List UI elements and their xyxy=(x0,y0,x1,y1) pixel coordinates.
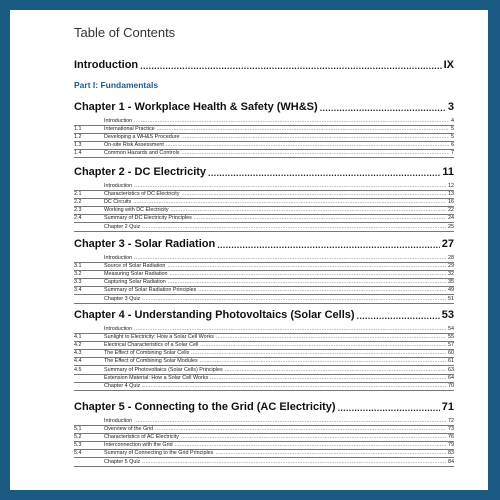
dot-leader xyxy=(182,134,449,141)
dot-leader xyxy=(133,199,446,206)
chapter-title: Chapter 3 - Solar Radiation xyxy=(74,238,216,250)
section-number: 2.3 xyxy=(74,207,82,214)
section-label: Capturing Solar Radiation xyxy=(104,279,166,286)
dot-leader xyxy=(166,142,449,149)
entry-page: IX xyxy=(443,59,454,71)
section-page: 22 xyxy=(448,207,454,214)
dot-leader xyxy=(142,296,446,303)
chapter-heading[interactable] xyxy=(74,237,454,251)
dot-leader xyxy=(182,191,447,198)
toc-entry-introduction[interactable] xyxy=(74,58,454,72)
dot-leader xyxy=(134,326,446,333)
section-label: Summary of DC Electricity Principles xyxy=(104,215,192,222)
section-label: Common Hazards and Controls xyxy=(104,150,180,157)
section-page: 49 xyxy=(448,287,454,294)
section-number: 3.1 xyxy=(74,263,82,270)
section-page: 7 xyxy=(451,150,454,157)
section-page: 57 xyxy=(448,342,454,349)
section-label: Sunlight to Electricity: How a Solar Cell Works xyxy=(104,334,214,341)
section-page: 29 xyxy=(448,263,454,270)
section-page: 16 xyxy=(448,199,454,206)
section-page: 76 xyxy=(448,434,454,441)
toc-subentry[interactable] xyxy=(74,458,454,467)
toc-subentry[interactable] xyxy=(74,382,454,391)
section-page: 63 xyxy=(448,366,454,373)
section-label: Electrical Characteristics of a Solar Cell xyxy=(104,342,199,349)
dot-leader xyxy=(208,168,440,179)
chapter-page: 11 xyxy=(442,166,454,178)
dot-leader xyxy=(142,224,446,231)
dot-leader xyxy=(167,263,446,270)
dot-leader xyxy=(338,403,440,414)
dot-leader xyxy=(134,418,446,425)
section-page: 84 xyxy=(448,458,454,465)
chapter-page: 3 xyxy=(447,101,454,113)
section-label: Measuring Solar Radiation xyxy=(104,271,168,278)
chapter-heading[interactable] xyxy=(74,308,454,322)
part-heading: Part I: Fundamentals xyxy=(74,80,159,90)
section-number: 2.4 xyxy=(74,215,82,222)
chapter-title: Chapter 4 - Understanding Photovoltaics (Solar Cells) xyxy=(74,309,355,321)
section-label: Interconnection with the Grid xyxy=(104,442,173,449)
section-label: Introduction xyxy=(104,255,133,261)
section-page: 5 xyxy=(451,126,454,133)
section-number: 2.2 xyxy=(74,199,82,206)
toc-subentry[interactable] xyxy=(74,223,454,232)
dot-leader xyxy=(175,442,446,449)
section-page: 70 xyxy=(448,382,454,389)
document-page xyxy=(10,10,488,490)
section-number: 1.2 xyxy=(74,134,82,141)
section-label: Working with DC Electricity xyxy=(104,207,169,214)
section-page: 51 xyxy=(448,295,454,302)
dot-leader xyxy=(200,358,446,365)
section-label: Introduction xyxy=(104,118,133,124)
section-label: DC Circuits xyxy=(104,199,132,206)
section-number: 1.3 xyxy=(74,142,82,149)
dot-leader xyxy=(142,383,446,390)
dot-leader xyxy=(194,215,446,222)
section-page: 64 xyxy=(448,374,454,381)
section-number: 3.4 xyxy=(74,287,82,294)
dot-leader xyxy=(168,279,446,286)
dot-leader xyxy=(155,426,446,433)
section-number: 1.1 xyxy=(74,126,82,133)
section-page: 35 xyxy=(448,279,454,286)
dot-leader xyxy=(134,118,449,125)
section-label: Chapter 2 Quiz xyxy=(104,223,141,230)
section-label: Introduction xyxy=(104,183,133,189)
section-label: Summary of Solar Radiation Principles xyxy=(104,287,197,294)
dot-leader xyxy=(140,61,441,72)
section-label: Chapter 5 Quiz xyxy=(104,458,141,465)
dot-leader xyxy=(134,255,446,262)
dot-leader xyxy=(191,350,446,357)
section-page: 13 xyxy=(448,191,454,198)
section-label: The Effect of Combining Solar Cells xyxy=(104,350,190,357)
section-label: Summary of Photovoltaics (Solar Cells) Principles xyxy=(104,366,223,373)
chapter-heading[interactable] xyxy=(74,165,454,179)
section-number: 3.3 xyxy=(74,279,82,286)
section-number: 4.4 xyxy=(74,358,82,365)
section-page: 32 xyxy=(448,271,454,278)
section-number: 3.2 xyxy=(74,271,82,278)
section-label: Chapter 4 Quiz xyxy=(104,382,141,389)
section-label: On-site Risk Assessment xyxy=(104,142,164,149)
section-label: Source of Solar Radiation xyxy=(104,263,166,270)
section-number: 4.2 xyxy=(74,342,82,349)
section-number: 4.3 xyxy=(74,350,82,357)
section-number: 5.2 xyxy=(74,434,82,441)
section-page: 4 xyxy=(451,118,454,124)
section-page: 6 xyxy=(451,142,454,149)
section-number: 4.1 xyxy=(74,334,82,341)
section-number: 2.1 xyxy=(74,191,82,198)
section-label: Characteristics of DC Electricity xyxy=(104,191,180,198)
chapter-page: 53 xyxy=(441,309,454,321)
section-label: Chapter 3 Quiz xyxy=(104,295,141,302)
section-page: 79 xyxy=(448,442,454,449)
section-label: International Practice xyxy=(104,126,155,133)
section-page: 54 xyxy=(448,326,454,332)
dot-leader xyxy=(134,183,446,190)
section-label: Summary of Connecting to the Grid Principles xyxy=(104,450,214,457)
section-label: Characteristics of AC Electricity xyxy=(104,434,179,441)
section-label: Introduction xyxy=(104,326,133,332)
toc-subentry[interactable] xyxy=(74,295,454,304)
chapter-page: 27 xyxy=(441,238,454,250)
toc-subentry[interactable] xyxy=(74,149,454,158)
section-page: 60 xyxy=(448,350,454,357)
section-number: 5.1 xyxy=(74,426,82,433)
section-page: 61 xyxy=(448,358,454,365)
dot-leader xyxy=(157,126,449,133)
dot-leader xyxy=(181,434,446,441)
section-page: 83 xyxy=(448,450,454,457)
chapter-page: 71 xyxy=(441,401,454,413)
dot-leader xyxy=(171,207,446,214)
chapter-heading[interactable] xyxy=(74,100,454,114)
chapter-heading[interactable] xyxy=(74,400,454,414)
dot-leader xyxy=(215,450,446,457)
toc-title: Table of Contents xyxy=(74,25,176,40)
section-label: Extension Material: How a Solar Cell Works xyxy=(104,374,209,381)
dot-leader xyxy=(225,367,446,374)
entry-label: Introduction xyxy=(74,59,139,71)
dot-leader xyxy=(357,311,440,322)
section-page: 12 xyxy=(448,183,454,189)
section-page: 5 xyxy=(451,134,454,141)
section-label: Developing a WH&S Procedure xyxy=(104,134,180,141)
section-page: 24 xyxy=(448,215,454,222)
dot-leader xyxy=(320,103,446,114)
dot-leader xyxy=(210,375,446,382)
dot-leader xyxy=(198,287,446,294)
section-page: 72 xyxy=(448,418,454,424)
section-page: 73 xyxy=(448,426,454,433)
section-number: 1.4 xyxy=(74,150,82,157)
section-page: 28 xyxy=(448,255,454,261)
dot-leader xyxy=(216,334,446,341)
chapter-title: Chapter 5 - Connecting to the Grid (AC Electricity) xyxy=(74,401,336,413)
section-number: 5.3 xyxy=(74,442,82,449)
section-page: 25 xyxy=(448,223,454,230)
section-label: Introduction xyxy=(104,418,133,424)
dot-leader xyxy=(217,240,440,251)
section-number: 4.5 xyxy=(74,366,82,373)
dot-leader xyxy=(200,342,446,349)
section-label: The Effect of Combining Solar Modules xyxy=(104,358,198,365)
section-label: Overview of the Grid xyxy=(104,426,154,433)
chapter-title: Chapter 1 - Workplace Health & Safety (WH&S) xyxy=(74,101,318,113)
dot-leader xyxy=(170,271,446,278)
chapter-title: Chapter 2 - DC Electricity xyxy=(74,166,207,178)
dot-leader xyxy=(182,150,449,157)
dot-leader xyxy=(142,459,446,466)
section-page: 55 xyxy=(448,334,454,341)
section-number: 5.4 xyxy=(74,450,82,457)
